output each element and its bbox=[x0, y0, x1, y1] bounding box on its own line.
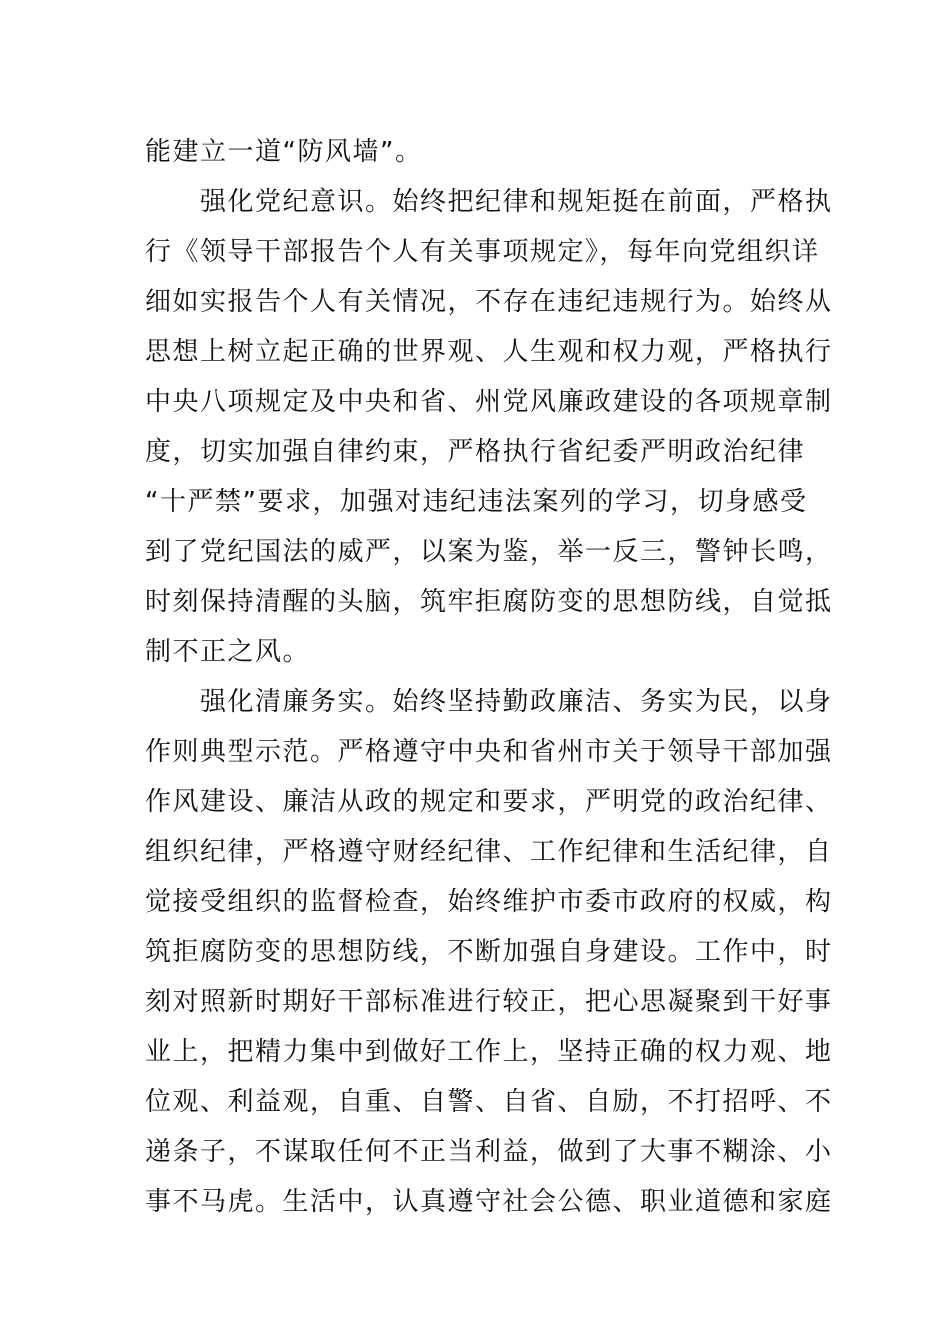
text-line: 中央八项规定及中央和省、州党风廉政建设的各项规章制 bbox=[145, 387, 833, 417]
text-line: 作风建设、廉洁从政的规定和要求，严明党的政治纪律、 bbox=[145, 787, 833, 817]
text-line: 觉接受组织的监督检查，始终维护市委市政府的权威，构 bbox=[145, 887, 833, 917]
text-line: 强化清廉务实。始终坚持勤政廉洁、务实为民，以身 bbox=[145, 687, 833, 717]
text-line: 位观、利益观，自重、自警、自省、自励，不打招呼、不 bbox=[145, 1087, 833, 1117]
text-line: 行《领导干部报告个人有关事项规定》，每年向党组织详 bbox=[145, 237, 820, 267]
text-line: 细如实报告个人有关情况，不存在违纪违规行为。始终从 bbox=[145, 287, 833, 317]
text-line: 思想上树立起正确的世界观、人生观和权力观，严格执行 bbox=[145, 337, 833, 367]
text-line: 业上，把精力集中到做好工作上，坚持正确的权力观、地 bbox=[145, 1037, 833, 1067]
text-line: 到了党纪国法的威严，以案为鉴，举一反三，警钟长鸣， bbox=[145, 537, 833, 567]
text-line: 刻对照新时期好干部标准进行较正，把心思凝聚到干好事 bbox=[145, 987, 833, 1017]
text-line: 强化党纪意识。始终把纪律和规矩挺在前面，严格执 bbox=[145, 187, 833, 217]
text-line: 制不正之风。 bbox=[145, 637, 311, 667]
text-line: 作则典型示范。严格遵守中央和省州市关于领导干部加强 bbox=[145, 737, 833, 767]
text-line: 递条子，不谋取任何不正当利益，做到了大事不糊涂、小 bbox=[145, 1137, 833, 1167]
text-line: 筑拒腐防变的思想防线，不断加强自身建设。工作中，时 bbox=[145, 937, 833, 967]
text-line: 能建立一道“防风墙”。 bbox=[145, 137, 423, 167]
text-line: 度，切实加强自律约束，严格执行省纪委严明政治纪律 bbox=[145, 437, 806, 467]
text-line: 事不马虎。生活中，认真遵守社会公德、职业道德和家庭 bbox=[145, 1187, 833, 1217]
text-line: 时刻保持清醒的头脑，筑牢拒腐防变的思想防线，自觉抵 bbox=[145, 587, 833, 617]
text-line: 组织纪律，严格遵守财经纪律、工作纪律和生活纪律，自 bbox=[145, 837, 833, 867]
text-line: “十严禁”要求，加强对违纪违法案列的学习，切身感受 bbox=[145, 487, 808, 517]
